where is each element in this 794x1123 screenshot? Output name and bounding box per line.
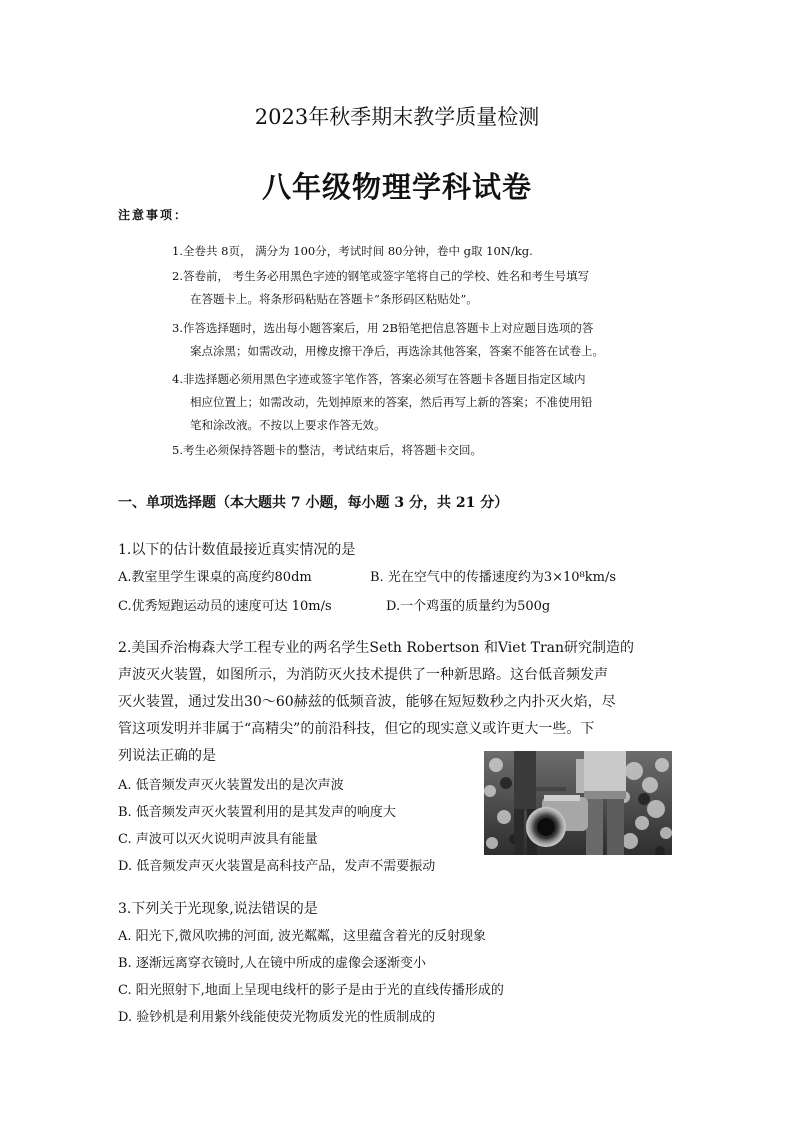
question-2-stem-line-1: 2.美国乔治梅森大学工程专业的两名学生Seth Robertson 和Viet Tran研究制造的 bbox=[118, 640, 635, 656]
question-3-option-c: C. 阳光照射下,地面上呈现电线杆的影子是由于光的直线传播形成的 bbox=[118, 983, 504, 998]
question-1-option-c: C.优秀短跑运动员的速度可达 10m/s bbox=[118, 599, 332, 614]
notice-item-1: 1.全卷共 8页， 满分为 100分，考试时间 80分钟，卷中 g取 10N/kg. bbox=[172, 244, 533, 258]
notice-item-2-cont: 在答题卡上。将条形码粘贴在答题卡“条形码区粘贴处”。 bbox=[190, 292, 478, 306]
question-3-option-d: D. 验钞机是利用紫外线能使荧光物质发光的性质制成的 bbox=[118, 1010, 436, 1025]
section-heading: 一、单项选择题（本大题共 7 小题，每小题 3 分，共 21 分） bbox=[118, 495, 509, 511]
question-2-stem-line-4: 管这项发明并非属于“高精尖”的前沿科技，但它的现实意义或许更大一些。下 bbox=[118, 721, 595, 737]
notice-item-4-cont: 相应位置上；如需改动，先划掉原来的答案，然后再写上新的答案；不准使用铅 bbox=[190, 395, 593, 409]
question-3-option-b: B. 逐渐远离穿衣镜时,人在镜中所成的虚像会逐渐变小 bbox=[118, 956, 426, 971]
question-2-stem-line-2: 声波灭火装置，如图所示，为消防灭火技术提供了一种新思路。这台低音频发声 bbox=[118, 667, 608, 683]
question-1-stem: 1.以下的估计数值最接近真实情况的是 bbox=[118, 542, 356, 558]
question-2-option-a: A. 低音频发声灭火装置发出的是次声波 bbox=[118, 778, 344, 793]
sonic-extinguisher-photo bbox=[484, 751, 672, 855]
notice-item-5: 5.考生必须保持答题卡的整洁，考试结束后，将答题卡交回。 bbox=[172, 443, 482, 457]
notice-item-3: 3.作答选择题时，选出每小题答案后，用 2B铅笔把信息答题卡上对应题目选项的答 bbox=[172, 321, 594, 335]
question-3-stem: 3.下列关于光现象,说法错误的是 bbox=[118, 901, 318, 917]
notice-item-2: 2.答卷前， 考生务必用黑色字迹的钢笔或签字笔将自己的学校、姓名和考生号填写 bbox=[172, 269, 590, 283]
question-2-option-b: B. 低音频发声灭火装置利用的是其发声的响度大 bbox=[118, 805, 396, 820]
exam-title: 八年级物理学科试卷 bbox=[261, 170, 532, 204]
exam-name: 2023年秋季期末教学质量检测 bbox=[254, 105, 540, 129]
question-1-option-b: B. 光在空气中的传播速度约为3×10⁸km/s bbox=[370, 570, 616, 585]
question-2-option-d: D. 低音频发声灭火装置是高科技产品，发声不需要振动 bbox=[118, 859, 436, 874]
question-3-option-a: A. 阳光下,微风吹拂的河面, 波光粼粼，这里蕴含着光的反射现象 bbox=[118, 929, 487, 944]
notice-label: 注意事项： bbox=[118, 208, 189, 222]
question-2-stem-line-5: 列说法正确的是 bbox=[118, 748, 216, 764]
question-2-option-c: C. 声波可以灭火说明声波具有能量 bbox=[118, 832, 318, 847]
question-1-option-a: A.教室里学生课桌的高度约80dm bbox=[118, 570, 312, 585]
notice-item-3-cont: 案点涂黑；如需改动，用橡皮擦干净后，再选涂其他答案，答案不能答在试卷上。 bbox=[190, 344, 604, 358]
question-2-stem-line-3: 灭火装置，通过发出30～60赫兹的低频音波，能够在短短数秒之内扑灭火焰，尽 bbox=[118, 694, 616, 710]
notice-item-4: 4.非选择题必须用黑色字迹或签字笔作答，答案必须写在答题卡各题目指定区域内 bbox=[172, 372, 586, 386]
notice-item-4-cont2: 笔和涂改液。不按以上要求作答无效。 bbox=[190, 418, 386, 432]
question-1-option-d: D.一个鸡蛋的质量约为500g bbox=[386, 599, 551, 614]
